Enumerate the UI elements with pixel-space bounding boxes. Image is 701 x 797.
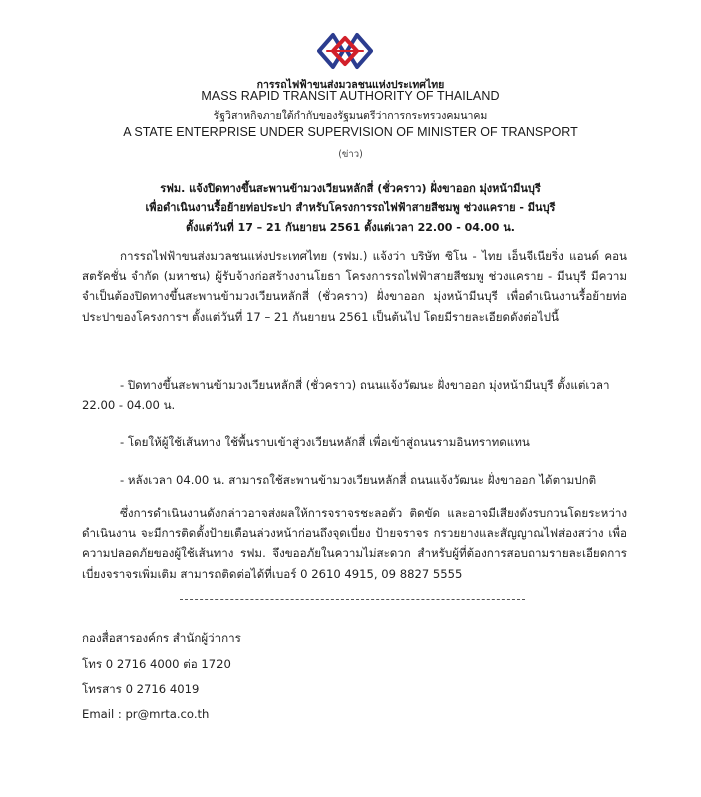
- headline-line-3: ตั้งแต่วันที่ 17 – 21 กันยายน 2561 ตั้งแต่เวลา 22.00 - 04.00 น.: [186, 221, 515, 234]
- divider: [180, 599, 525, 600]
- body-paragraph-1: การรถไฟฟ้าขนส่งมวลชนแห่งประเทศไทย (รฟม.) แจ้งว่า บริษัท ซิโน - ไทย เอ็นจีเนียริ่ง แอนด์ คอนสตรัคชั่น จำกัด (มหาชน) ผู้รับจ้างก่อสร้างงานโยธา โครงการรถไฟฟ้าสายสีชมพู ช่วงแคราย - มีนบุรี มีความจำเป็นต้องปิดทางขึ้นสะพานข้ามวงเวียนหลักสี่ (ชั่วคราว) ฝั่งขาออก มุ่งหน้ามีนบุรี เพื่อดำเนินงานรื้อย้ายท่อประปาของโครงการฯ ตั้งแต่วันที่ 17 – 21 กันยายน 2561 เป็นต้นไป โดยมีรายละเอียดดังต่อไปนี้: [82, 249, 627, 324]
- news-label: (ข่าว): [338, 149, 363, 160]
- contact-email: Email : pr@mrta.co.th: [82, 707, 210, 721]
- contact-department: กองสื่อสารองค์กร สำนักผู้ว่าการ: [82, 631, 241, 645]
- org-name-english: MASS RAPID TRANSIT AUTHORITY OF THAILAND: [201, 89, 500, 103]
- org-name-thai: การรถไฟฟ้าขนส่งมวลชนแห่งประเทศไทย: [256, 79, 445, 91]
- mrta-logo: [313, 30, 377, 72]
- bullet-closure: - ปิดทางขึ้นสะพานข้ามวงเวียนหลักสี่ (ชั่วคราว) ถนนแจ้งวัฒนะ ฝั่งขาออก มุ่งหน้ามีนบุรี ตั้งแต่เวลา 22.00 - 04.00 น.: [82, 378, 610, 413]
- bullet-reopen: - หลังเวลา 04.00 น. สามารถใช้สะพานข้ามวงเวียนหลักสี่ ถนนแจ้งวัฒนะ ฝั่งขาออก ได้ตามปกติ: [120, 473, 597, 487]
- headline-line-1: รฟม. แจ้งปิดทางขึ้นสะพานข้ามวงเวียนหลักสี่ (ชั่วคราว) ฝั่งขาออก มุ่งหน้ามีนบุรี: [160, 182, 541, 195]
- enterprise-line-thai: รัฐวิสาหกิจภายใต้กำกับของรัฐมนตรีว่าการกระทรวงคมนาคม: [213, 110, 488, 122]
- contact-phone: โทร 0 2716 4000 ต่อ 1720: [82, 657, 231, 671]
- headline-line-2: เพื่อดำเนินงานรื้อย้ายท่อประปา สำหรับโครงการรถไฟฟ้าสายสีชมพู ช่วงแคราย - มีนบุรี: [145, 201, 556, 214]
- body-paragraph-2: ซึ่งการดำเนินงานดังกล่าวอาจส่งผลให้การจราจรชะลอตัว ติดขัด และอาจมีเสียงดังรบกวนโดยระหว่างดำเนินงาน จะมีการติดตั้งป้ายเตือนล่วงหน้าก่อนถึงจุดเบี่ยง ป้ายจราจร กรวยยางและสัญญาณไฟส่องสว่าง เพื่อความปลอดภัยของผู้ใช้เส้นทาง รฟม. จึงขออภัยในความไม่สะดวก สำหรับผู้ที่ต้องการสอบถามรายละเอียดการเบี่ยงจราจรเพิ่มเติม สามารถติดต่อได้ที่เบอร์ 0 2610 4915, 09 8827 5555: [82, 506, 627, 581]
- bullet-detour: - โดยให้ผู้ใช้เส้นทาง ใช้พื้นราบเข้าสู่วงเวียนหลักสี่ เพื่อเข้าสู่ถนนรามอินทราทดแทน: [120, 435, 530, 449]
- contact-fax: โทรสาร 0 2716 4019: [82, 682, 200, 696]
- enterprise-line-english: A STATE ENTERPRISE UNDER SUPERVISION OF MINISTER OF TRANSPORT: [123, 125, 578, 139]
